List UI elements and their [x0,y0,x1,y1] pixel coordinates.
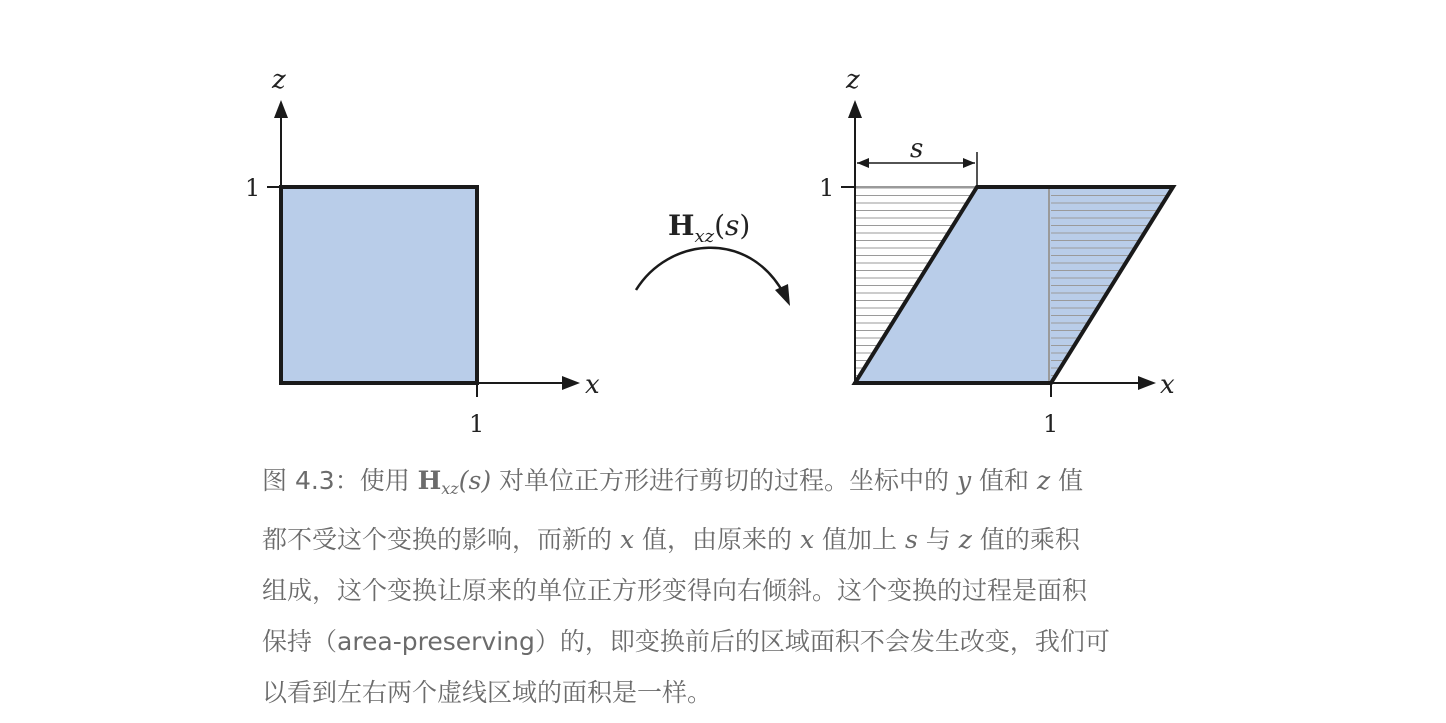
left-x-tick-label: 1 [469,410,485,438]
caption-text: 值加上 [814,525,905,554]
right-z-tick-label: 1 [819,174,835,202]
right-x-axis-label: x [1160,370,1175,400]
left-z-axis-label: z [272,65,286,95]
right-z-axis-label: z [846,65,860,95]
caption-math-x: x [799,525,815,554]
caption-math-x: x [619,525,635,554]
caption-math-args: (s) [458,466,492,495]
transform-symbol: H [668,209,695,242]
transform-open-paren: ( [714,209,726,242]
transform-param: s [725,209,740,242]
transform-arc-arrowhead [775,284,790,306]
caption-line-1 [262,455,1182,514]
caption-line-2 [262,514,1182,565]
shear-dimension-arrow-right [963,158,975,168]
caption-line-4: 保持（area-preserving）的，即变换前后的区域面积不会发生改变，我们可 [262,627,1110,656]
left-x-axis-label: x [585,370,600,400]
caption-math-y: y [956,466,972,495]
transform-arc-arrow [636,248,784,294]
caption-math-sub: xz [441,479,459,498]
caption-text: 值和 [971,466,1038,495]
caption-text: 都不受这个变换的影响，而新的 [262,525,620,554]
left-panel [245,65,600,438]
shear-dimension-arrow-left [857,158,869,168]
caption-math-H: H [417,466,442,495]
caption-math-z: z [1037,466,1051,495]
caption-text: 图 4.3：使用 [262,466,418,495]
right-z-arrowhead [848,100,862,118]
transform-operator [636,209,790,306]
caption-text: 值 [1050,466,1084,495]
caption-line-5: 以看到左右两个虚线区域的面积是一样。 [262,678,713,707]
right-x-tick-label: 1 [1043,410,1059,438]
left-x-arrowhead [562,376,580,390]
caption-text: 对单位正方形进行剪切的过程。坐标中的 [491,466,957,495]
shear-label: s [910,134,924,164]
transform-close-paren: ) [739,209,751,242]
left-z-arrowhead [274,100,288,118]
figure-caption [262,455,1182,718]
caption-line-3: 组成，这个变换让原来的单位正方形变得向右倾斜。这个变换的过程是面积 [262,576,1088,605]
caption-math-s: s [904,525,918,554]
right-panel [819,65,1175,438]
caption-text: 与 [917,525,959,554]
caption-text: 值，由原来的 [634,525,800,554]
transform-subscript: xz [694,226,715,247]
left-z-tick-label: 1 [245,174,261,202]
unit-square [281,187,477,383]
caption-math-z: z [958,525,972,554]
caption-text: 值的乘积 [971,525,1080,554]
transform-label [668,209,750,247]
right-x-arrowhead [1138,376,1156,390]
